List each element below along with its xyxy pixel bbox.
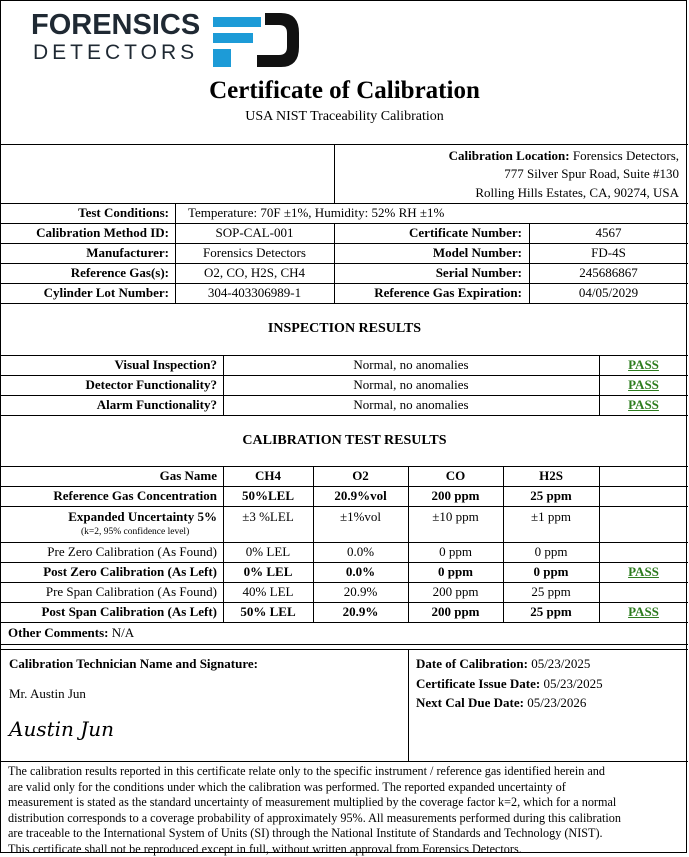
disclaimer (8, 764, 684, 857)
visual-inspection-label: Visual Inspection? (1, 355, 217, 375)
gas-co-header: CO (408, 466, 503, 486)
uncertainty-h2s: ±1 ppm (503, 507, 599, 527)
ref-gas-label: Reference Gas(s): (1, 263, 169, 283)
ref-conc-co: 200 ppm (408, 486, 503, 506)
due-date (416, 693, 586, 713)
post-span-label: Post Span Calibration (As Left) (1, 602, 217, 622)
other-comments (8, 623, 134, 643)
disclaimer-line: distribution corresponds to a coverage probability of approximately 95%. All measurements performed during this calibration (8, 811, 684, 827)
lot-label: Cylinder Lot Number: (1, 283, 169, 303)
disclaimer-line: This certificate shall not be reproduced except in full, without written approval from Forensics Detectors. (8, 842, 684, 857)
pre-zero-h2s: 0 ppm (503, 542, 599, 562)
uncertainty-label: Expanded Uncertainty 5% (1, 507, 217, 527)
fd-logo-mark-icon (213, 11, 301, 69)
location-line1: Forensics Detectors, (573, 148, 679, 163)
detector-functionality-status[interactable]: PASS (599, 375, 688, 395)
pre-span-label: Pre Span Calibration (As Found) (1, 582, 217, 602)
alarm-functionality-status[interactable]: PASS (599, 395, 688, 415)
disclaimer-line: The calibration results reported in this certificate relate only to the specific instrument / reference gas identified herein and (8, 764, 684, 780)
method-label: Calibration Method ID: (1, 223, 169, 243)
issue-date-label: Certificate Issue Date: (416, 676, 540, 691)
disclaimer-line: measurement is stated as the standard uncertainty of measurement multiplied by the coverage factor k=2, which for a normal (8, 795, 684, 811)
post-zero-ch4: 0% LEL (223, 562, 313, 582)
cal-date-value: 05/23/2025 (531, 656, 590, 671)
post-zero-co: 0 ppm (408, 562, 503, 582)
technician-name: Mr. Austin Jun (9, 684, 86, 704)
gas-o2-header: O2 (313, 466, 408, 486)
pre-zero-label: Pre Zero Calibration (As Found) (1, 542, 217, 562)
visual-inspection-status[interactable]: PASS (599, 355, 688, 375)
gas-name-label: Gas Name (1, 466, 217, 486)
pre-span-co: 200 ppm (408, 582, 503, 602)
pre-zero-ch4: 0% LEL (223, 542, 313, 562)
uncertainty-o2: ±1%vol (313, 507, 408, 527)
post-zero-o2: 0.0% (313, 562, 408, 582)
pre-span-o2: 20.9% (313, 582, 408, 602)
cal-date-label: Date of Calibration: (416, 656, 528, 671)
test-conditions-value: Temperature: 70F ±1%, Humidity: 52% RH ±1% (188, 203, 444, 223)
technician-signature: Austin Jun (9, 717, 114, 741)
comments-value: N/A (112, 625, 134, 640)
gas-h2s-header: H2S (503, 466, 599, 486)
ref-conc-h2s: 25 ppm (503, 486, 599, 506)
inspection-heading: INSPECTION RESULTS (1, 321, 688, 337)
serial-label: Serial Number: (334, 263, 522, 283)
issue-date (416, 674, 603, 694)
pre-zero-o2: 0.0% (313, 542, 408, 562)
expiry-value: 04/05/2029 (529, 283, 688, 303)
ref-conc-ch4: 50%LEL (223, 486, 313, 506)
detector-functionality-label: Detector Functionality? (1, 375, 217, 395)
post-span-o2: 20.9% (313, 602, 408, 622)
comments-label: Other Comments: (8, 625, 109, 640)
uncertainty-co: ±10 ppm (408, 507, 503, 527)
expiry-label: Reference Gas Expiration: (334, 283, 522, 303)
ref-gas-value: O2, CO, H2S, CH4 (175, 263, 334, 283)
post-span-status[interactable]: PASS (599, 602, 688, 622)
post-span-co: 200 ppm (408, 602, 503, 622)
manufacturer-label: Manufacturer: (1, 243, 169, 263)
page-title: Certificate of Calibration (1, 77, 688, 105)
pre-span-ch4: 40% LEL (223, 582, 313, 602)
post-span-ch4: 50% LEL (223, 602, 313, 622)
ref-conc-label: Reference Gas Concentration (1, 486, 217, 506)
logo-line1: FORENSICS (31, 9, 200, 42)
manufacturer-value: Forensics Detectors (175, 243, 334, 263)
visual-inspection-result: Normal, no anomalies (223, 355, 599, 375)
pre-span-h2s: 25 ppm (503, 582, 599, 602)
issue-date-value: 05/23/2025 (543, 676, 602, 691)
cert-number-label: Certificate Number: (334, 223, 522, 243)
location-line3: Rolling Hills Estates, CA, 90274, USA (475, 183, 679, 203)
model-value: FD-4S (529, 243, 688, 263)
logo-line2: DETECTORS (33, 41, 198, 65)
post-zero-status[interactable]: PASS (599, 562, 688, 582)
alarm-functionality-label: Alarm Functionality? (1, 395, 217, 415)
uncertainty-note: (k=2, 95% confidence level) (81, 527, 189, 537)
pre-zero-co: 0 ppm (408, 542, 503, 562)
location-line2: 777 Silver Spur Road, Suite #130 (504, 164, 679, 184)
post-span-h2s: 25 ppm (503, 602, 599, 622)
disclaimer-line: are traceable to the International System of Units (SI) through the National Institute of Standards and Technology (NIST). (8, 826, 684, 842)
page-subtitle: USA NIST Traceability Calibration (1, 109, 688, 125)
calibration-location (449, 146, 679, 166)
model-label: Model Number: (334, 243, 522, 263)
post-zero-label: Post Zero Calibration (As Left) (1, 562, 217, 582)
company-logo (31, 9, 311, 69)
due-date-value: 05/23/2026 (527, 695, 586, 710)
calibration-heading: CALIBRATION TEST RESULTS (1, 433, 688, 449)
ref-conc-o2: 20.9%vol (313, 486, 408, 506)
serial-value: 245686867 (529, 263, 688, 283)
post-zero-h2s: 0 ppm (503, 562, 599, 582)
alarm-functionality-result: Normal, no anomalies (223, 395, 599, 415)
cert-number-value: 4567 (529, 223, 688, 243)
disclaimer-line: are valid only for the conditions under which the calibration was performed. The reported expanded uncertainty of (8, 780, 684, 796)
gas-ch4-header: CH4 (223, 466, 313, 486)
due-date-label: Next Cal Due Date: (416, 695, 524, 710)
lot-value: 304-403306989-1 (175, 283, 334, 303)
technician-label: Calibration Technician Name and Signature: (9, 654, 258, 674)
method-value: SOP-CAL-001 (175, 223, 334, 243)
uncertainty-ch4: ±3 %LEL (223, 507, 313, 527)
location-label: Calibration Location: (449, 148, 570, 163)
calibration-date (416, 654, 590, 674)
detector-functionality-result: Normal, no anomalies (223, 375, 599, 395)
test-conditions-label: Test Conditions: (1, 203, 169, 223)
